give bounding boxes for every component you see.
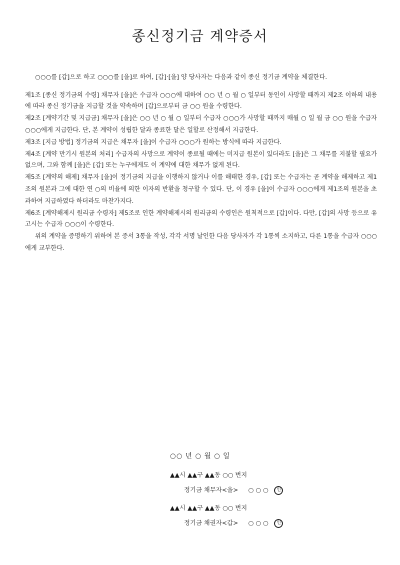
article-2: 제2조 [계약기간 및 지급금] 채무자 [을]은 ○○ 년 ○ 월 ○ 일부터 수급자 ○○○가 사망할 때까지 매월 ○ 일 월 금 ○○ 원을 수급자 ○○○에게 지급한다. 단, 본 계약이 성립한 달과 종료한 달은 일할로 산정해서 지급한다.: [25, 115, 377, 134]
party-address: ▲▲시 ▲▲구 ▲▲동 ○○ 번지: [170, 505, 248, 512]
seal-mark: 인: [274, 486, 283, 495]
party-role: 정기금 채무자<을>: [184, 487, 239, 494]
intro-paragraph: ○○○를 [갑]으로 하고 ○○○를 [을]로 하여, [갑]·[을] 양 당사자는 다음과 같이 종신 정기금 계약을 체결한다.: [35, 74, 328, 81]
article-6: 제6조 [계약해제시 원리금 수령자] 제5조로 인한 계약해제시의 원리금의 수령인은 원칙적으로 [갑]이다. 다만, [갑]의 사망 등으로 유고시는 수급자 ○○○이 수령한다.: [25, 209, 377, 229]
document-body: [25, 72, 377, 255]
document-title: 종신정기금 계약증서: [131, 29, 269, 45]
article-1: 제1조 [종신 정기금의 수령] 채무자 [을]은 수급자 ○○○에 대하여 ○○ 년 ○ 월 ○ 일부터 동인이 사망할 때까지 제2조 이하의 내용에 따라 종신 정기금을 지급할 것을 약속하며 [갑]으로부터 금 ○○ 원을 수령한다.: [25, 91, 377, 111]
party-name: ○ ○ ○: [248, 487, 269, 494]
party-address: ▲▲시 ▲▲구 ▲▲동 ○○ 번지: [170, 472, 248, 479]
article-3: 제3조 [지급 방법] 정기금의 지급은 채무자 [을]이 수급자 ○○○가 원하는 방식에 따라 지급한다.: [25, 138, 282, 146]
article-5: 제5조 [계약의 해제] 채무자 [을]이 정기금의 지급을 이행하지 않거나 이를 해태한 경우, [갑] 또는 수급자는 곧 계약을 해제하고 제1조의 원본과 그에 대한 연 ○의 비율에 의한 이자의 반환을 청구할 수 있다. 단, 이 경우 [을]이 수급자 ○○○에게 제1조의 원본을 초과하여 지급하였다 하더라도 마찬가지다.: [25, 174, 377, 205]
party-role: 정기금 채권자<갑>: [184, 520, 239, 527]
party-signature-line: [184, 518, 283, 528]
contract-date: ○○ 년 ○ 월 ○ 일: [169, 452, 231, 460]
closing-paragraph: 위의 계약을 증명하기 위하여 본 증서 3통을 작성, 각각 서명 날인한 다음 당사자가 각 1통씩 소지하고, 다른 1통을 수급자 ○○○에게 교부한다.: [25, 233, 377, 252]
party-name: ○ ○ ○: [248, 520, 269, 527]
seal-mark: 인: [274, 519, 283, 528]
article-4: 제4조 [계약 만기시 원본의 처리] 수급자의 사망으로 계약이 종료될 때에는 미지급 원본이 있더라도 [을]은 그 채무를 지불할 필요가 없으며, 그와 함께 [을]은 [갑] 또는 누구에게도 이 계약에 대한 채무가 없게 된다.: [25, 150, 377, 170]
party-signature-line: [184, 485, 283, 495]
